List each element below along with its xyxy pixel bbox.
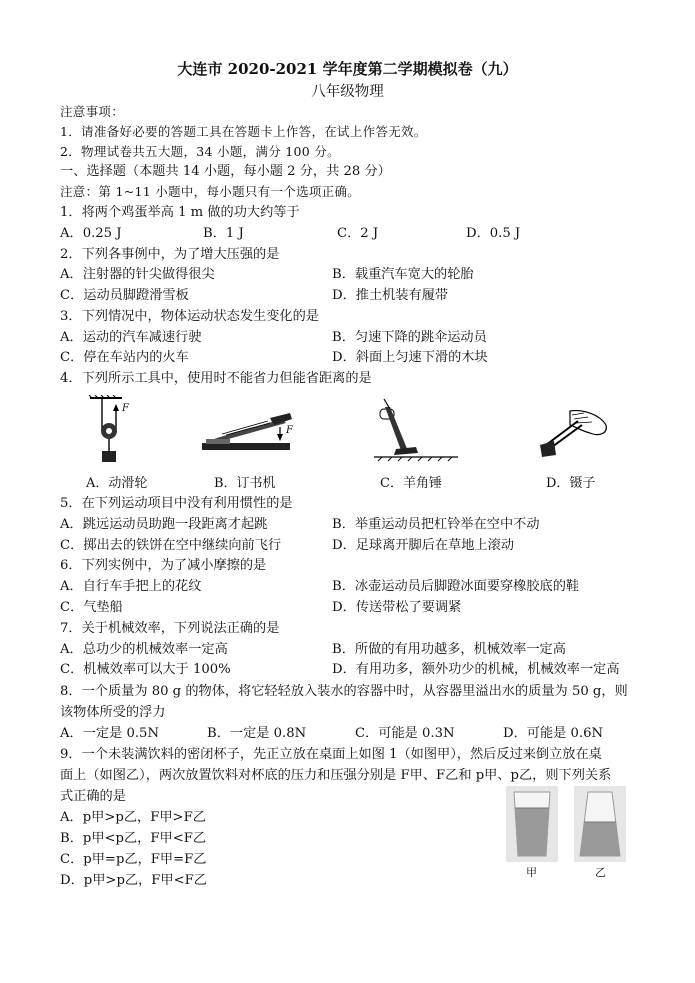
movable-pulley-figure	[88, 395, 138, 467]
q9-stem-line-3: 式正确的是	[60, 789, 126, 804]
cup-inverted-photo	[574, 786, 626, 862]
q1-option-d: D．0.5 J	[466, 226, 521, 241]
cup-label-yi: 乙	[595, 866, 606, 879]
q3-option-c: C．停在车站内的火车	[60, 350, 189, 365]
q7-option-c: C．机械效率可以大于 100%	[60, 662, 231, 677]
q1-option-b: B．1 J	[203, 226, 244, 241]
claw-hammer-figure	[372, 395, 462, 465]
q4-option-a: A．动滑轮	[86, 476, 148, 491]
q5-option-c: C．掷出去的铁饼在空中继续向前飞行	[60, 538, 282, 553]
q9-stem-line-2: 面上（如图乙），两次放置饮料对杯底的压力和压强分别是 F甲、F乙和 p甲、p乙，则下列关系	[60, 768, 612, 783]
q6-option-c: C．气垫船	[60, 600, 123, 615]
q9-option-c: C．p甲=p乙，F甲=F乙	[60, 852, 207, 867]
q5-option-d: D．足球离开脚后在草地上滚动	[332, 538, 515, 553]
q9-option-a: A．p甲>p乙，F甲>F乙	[60, 810, 206, 825]
q3-option-d: D．斜面上匀速下滑的木块	[332, 350, 488, 365]
q2-option-a: A．注射器的针尖做得很尖	[60, 267, 215, 282]
page-subtitle: 八年级物理	[311, 84, 384, 100]
q3-stem: 3．下列情况中，物体运动状态发生变化的是	[60, 309, 319, 324]
notes-heading: 注意事项：	[60, 104, 125, 119]
notes-item-1: 1．请准备好必要的答题工具在答题卡上作答，在试上作答无效。	[60, 124, 427, 139]
q9-option-d: D．p甲>p乙，F甲<F乙	[60, 873, 207, 888]
q6-stem: 6．下列实例中，为了减小摩擦的是	[60, 558, 267, 573]
tweezers-figure	[532, 405, 612, 463]
q5-option-a: A．跳远运动员助跑一段距离才起跳	[60, 517, 268, 532]
q6-option-a: A．自行车手把上的花纹	[60, 579, 202, 594]
q8-option-c: C．可能是 0.3N	[355, 726, 455, 741]
q8-option-d: D．可能是 0.6N	[503, 726, 604, 741]
q4-stem: 4．下列所示工具中，使用时不能省力但能省距离的是	[60, 371, 372, 386]
q8-option-b: B．一定是 0.8N	[207, 726, 307, 741]
q8-stem-line-2: 该物体所受的浮力	[60, 705, 166, 720]
q7-option-b: B．所做的有用功越多，机械效率一定高	[332, 642, 566, 657]
cup-label-jia: 甲	[526, 866, 537, 879]
section-note: 注意：第 1~11 小题中，每小题只有一个选项正确。	[60, 184, 361, 199]
q2-option-c: C．运动员脚蹬滑雪板	[60, 288, 189, 303]
section-heading: 一、选择题（本题共 14 小题，每小题 2 分，共 28 分）	[60, 164, 391, 179]
q8-option-a: A．一定是 0.5N	[60, 726, 159, 741]
q4-option-c: C．羊角锤	[380, 476, 442, 491]
q3-option-b: B．匀速下降的跳伞运动员	[332, 330, 487, 345]
q6-option-d: D．传送带松了要调紧	[332, 600, 462, 615]
q2-stem: 2．下列各事例中，为了增大压强的是	[60, 247, 280, 262]
q5-stem: 5．在下列运动项目中没有利用惯性的是	[60, 496, 293, 511]
q1-stem: 1．将两个鸡蛋举高 1 m 做的功大约等于	[60, 205, 300, 220]
page-title: 大连市 2020-2021 学年度第二学期模拟卷（九）	[177, 60, 518, 78]
q4-option-d: D．镊子	[546, 476, 596, 491]
q2-option-b: B．载重汽车宽大的轮胎	[332, 267, 474, 282]
notes-item-2: 2．物理试卷共五大题，34 小题，满分 100 分。	[60, 144, 340, 159]
q4-option-b: B．订书机	[214, 476, 276, 491]
q9-stem-line-1: 9．一个未装满饮料的密闭杯子，先正立放在桌面上如图 1（如图甲），然后反过来倒立放在桌	[60, 747, 602, 762]
q6-option-b: B．冰壶运动员后脚蹬冰面要穿橡胶底的鞋	[332, 579, 580, 594]
force-label-a: F	[122, 403, 129, 414]
q8-stem-line-1: 8．一个质量为 80 g 的物体，将它轻轻放入装水的容器中时，从容器里溢出水的质量为 50 g，则	[60, 684, 628, 699]
q7-stem: 7．关于机械效率，下列说法正确的是	[60, 621, 280, 636]
q7-option-d: D．有用功多，额外功少的机械，机械效率一定高	[332, 662, 620, 677]
q9-option-b: B．p甲<p乙，F甲<F乙	[60, 831, 207, 846]
q5-option-b: B．举重运动员把杠铃举在空中不动	[332, 517, 540, 532]
q2-option-d: D．推土机装有履带	[332, 288, 449, 303]
q7-option-a: A．总功少的机械效率一定高	[60, 642, 228, 657]
stapler-figure	[200, 403, 295, 458]
cup-upright-photo	[506, 786, 558, 862]
force-label-b: F	[286, 425, 293, 436]
q1-option-a: A．0.25 J	[60, 226, 122, 241]
q1-option-c: C．2 J	[337, 226, 379, 241]
q3-option-a: A．运动的汽车减速行驶	[60, 330, 202, 345]
